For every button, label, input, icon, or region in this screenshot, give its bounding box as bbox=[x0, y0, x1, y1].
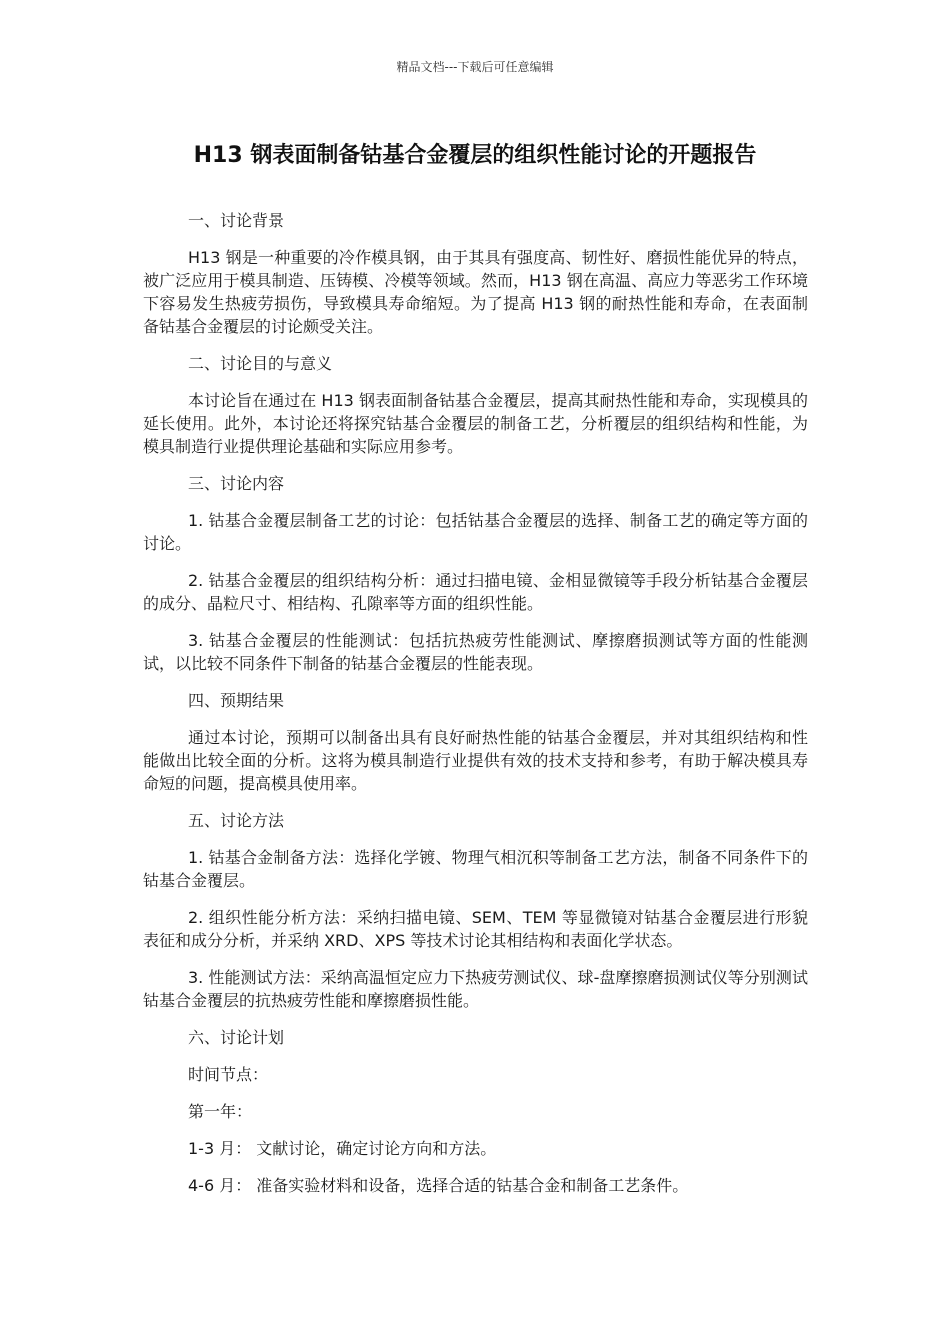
section-heading-purpose: 二、讨论目的与意义 bbox=[188, 354, 333, 373]
document-title: H13 钢表面制备钴基合金覆层的组织性能讨论的开题报告 bbox=[193, 143, 757, 168]
paragraph-expected-results: 通过本讨论，预期可以制备出具有良好耐热性能的钴基合金覆层，并对其组织结构和性能做出比较全面的分析。这将为模具制造行业提供有效的技术支持和参考，有助于解决模具寿命短的问题，提高模具使用率。 bbox=[143, 728, 808, 793]
section-heading-content: 三、讨论内容 bbox=[188, 474, 285, 493]
section-heading-plan: 六、讨论计划 bbox=[188, 1028, 285, 1047]
paragraph-method-2: 2. 组织性能分析方法：采纳扫描电镜、SEM、TEM 等显微镜对钴基合金覆层进行形貌表征和成分分析，并采纳 XRD、XPS 等技术讨论其相结构和表面化学状态。 bbox=[143, 908, 808, 950]
paragraph-first-year: 第一年： bbox=[188, 1102, 253, 1121]
paragraph-background: H13 钢是一种重要的冷作模具钢，由于其具有强度高、韧性好、磨损性能优异的特点，被广泛应用于模具制造、压铸模、冷模等领域。然而，H13 钢在高温、高应力等恶劣工作环境下容易发生热疲劳损伤，导致模具寿命缩短。为了提高 H13 钢的耐热性能和寿命，在表面制备钴基合金覆层的讨论颇受关注。 bbox=[143, 248, 808, 336]
paragraph-time-nodes: 时间节点： bbox=[188, 1065, 269, 1084]
section-heading-expected-results: 四、预期结果 bbox=[188, 691, 285, 710]
paragraph-method-3: 3. 性能测试方法：采纳高温恒定应力下热疲劳测试仪、球-盘摩擦磨损测试仪等分别测试钴基合金覆层的抗热疲劳性能和摩擦磨损性能。 bbox=[143, 968, 808, 1010]
paragraph-content-item-1: 1. 钴基合金覆层制备工艺的讨论：包括钴基合金覆层的选择、制备工艺的确定等方面的讨论。 bbox=[143, 511, 808, 553]
paragraph-months-1-3: 1-3 月： 文献讨论，确定讨论方向和方法。 bbox=[188, 1139, 497, 1158]
section-heading-methods: 五、讨论方法 bbox=[188, 811, 285, 830]
document-body bbox=[143, 209, 808, 1211]
paragraph-purpose: 本讨论旨在通过在 H13 钢表面制备钴基合金覆层，提高其耐热性能和寿命，实现模具的延长使用。此外，本讨论还将探究钴基合金覆层的制备工艺，分析覆层的组织结构和性能，为模具制造行业提供理论基础和实际应用参考。 bbox=[143, 391, 808, 456]
paragraph-months-4-6: 4-6 月： 准备实验材料和设备，选择合适的钴基合金和制备工艺条件。 bbox=[188, 1176, 689, 1195]
paragraph-content-item-2: 2. 钴基合金覆层的组织结构分析：通过扫描电镜、金相显微镜等手段分析钴基合金覆层的成分、晶粒尺寸、相结构、孔隙率等方面的组织性能。 bbox=[143, 571, 808, 613]
page-header: 精品文档---下载后可任意编辑 bbox=[396, 60, 554, 74]
section-heading-background: 一、讨论背景 bbox=[188, 211, 285, 230]
paragraph-method-1: 1. 钴基合金制备方法：选择化学镀、物理气相沉积等制备工艺方法，制备不同条件下的钴基合金覆层。 bbox=[143, 848, 808, 890]
paragraph-content-item-3: 3. 钴基合金覆层的性能测试：包括抗热疲劳性能测试、摩擦磨损测试等方面的性能测试，以比较不同条件下制备的钴基合金覆层的性能表现。 bbox=[143, 631, 808, 673]
